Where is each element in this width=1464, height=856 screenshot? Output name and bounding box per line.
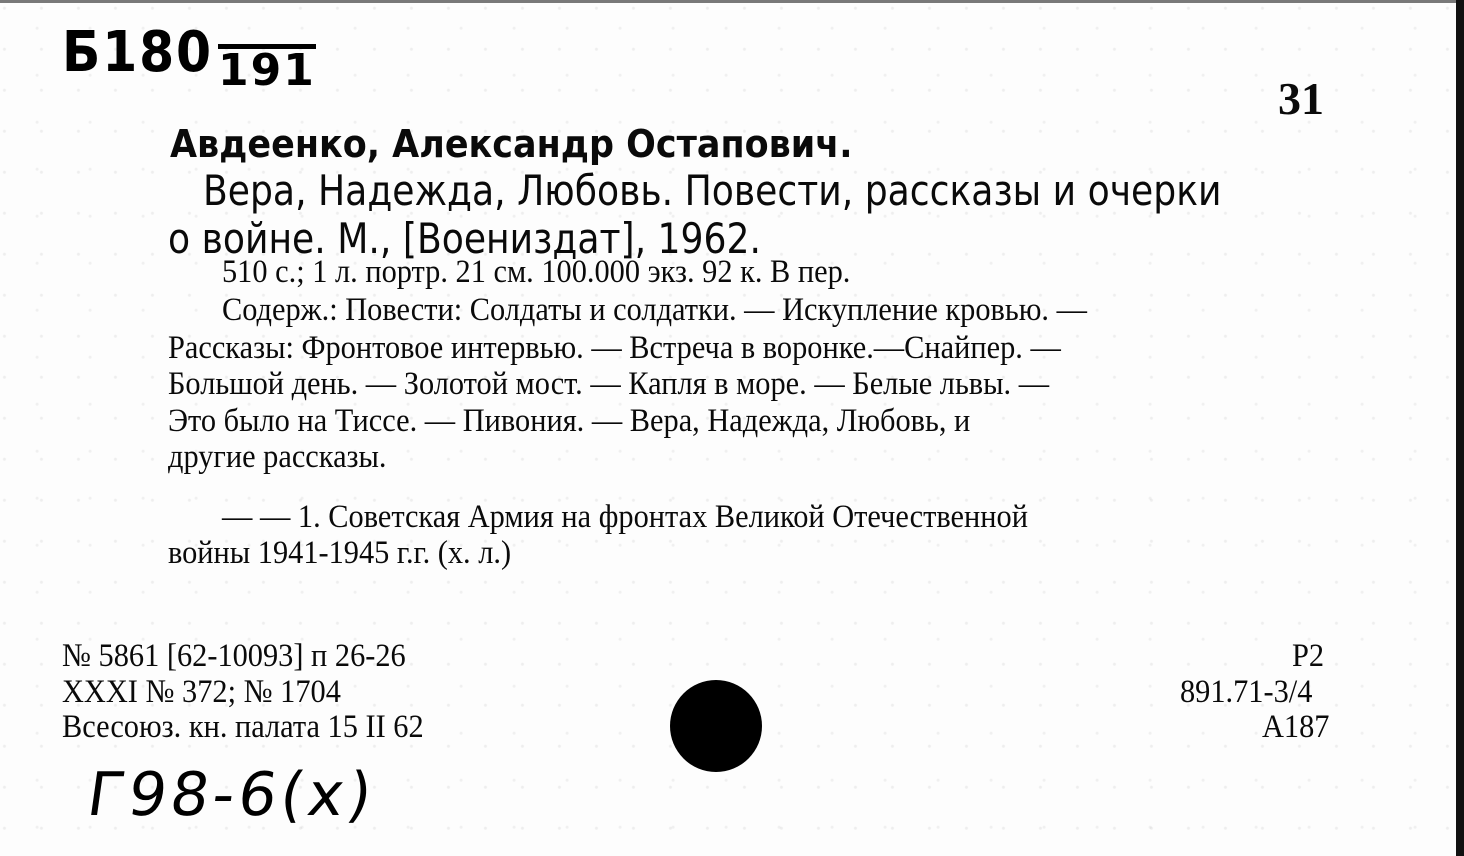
footer-left-line-2: XXXI № 372; № 1704 xyxy=(62,674,341,710)
card-number: 31 xyxy=(1278,73,1324,124)
shelfmark-sub: 191 xyxy=(218,45,316,96)
shelfmark-top: Б180 xyxy=(62,20,213,85)
contents-line-5: другие рассказы. xyxy=(168,439,387,475)
contents-line-4: Это было на Тиссе. — Пивония. — Вера, Надежда, Любовь, и xyxy=(168,403,971,439)
footer-right-line-1: Р2 xyxy=(1292,638,1325,674)
subject-line-1: — — 1. Советская Армия на фронтах Великой Отечественной xyxy=(222,499,1028,535)
footer-right-line-3: А187 xyxy=(1262,709,1330,745)
card-right-edge xyxy=(1456,0,1464,856)
footer-left-line-3: Всесоюз. кн. палата 15 II 62 xyxy=(62,709,424,745)
author-heading: Авдеенко, Александр Остапович. xyxy=(170,122,853,166)
contents-line-2: Рассказы: Фронтовое интервью. — Встреча в воронке.—Снайпер. — xyxy=(168,330,1061,366)
footer-right-line-2: 891.71-3/4 xyxy=(1180,674,1313,710)
handwritten-code: Г98-6(х) xyxy=(83,760,381,830)
collation-line: 510 с.; 1 л. портр. 21 см. 100.000 экз. 92 к. В пер. xyxy=(222,254,851,290)
contents-line-3: Большой день. — Золотой мост. — Капля в море. — Белые львы. — xyxy=(168,366,1050,402)
contents-line-1: Содерж.: Повести: Солдаты и солдатки. — Искупление кровью. — xyxy=(222,292,1087,328)
punch-hole xyxy=(670,680,762,772)
title-line-1: Вера, Надежда, Любовь. Повести, рассказы и очерки xyxy=(203,166,1222,215)
card-top-edge xyxy=(0,0,1464,3)
subject-line-2: войны 1941-1945 г.г. (х. л.) xyxy=(168,535,512,571)
title-line-2: о войне. М., [Воениздат], 1962. xyxy=(168,214,761,263)
footer-left-line-1: № 5861 [62-10093] п 26-26 xyxy=(62,638,406,674)
